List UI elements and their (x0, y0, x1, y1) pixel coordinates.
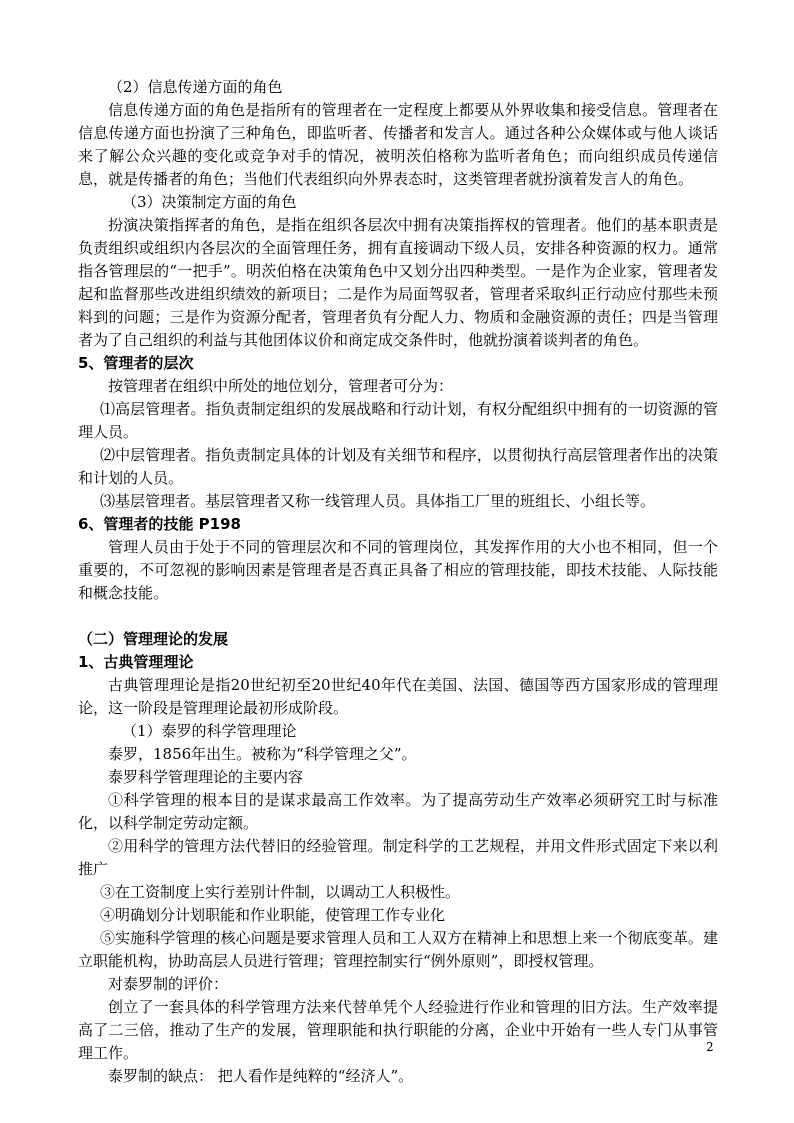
section-heading: 5、管理者的层次 (78, 354, 194, 372)
paragraph: （2）信息传递方面的角色 (108, 78, 283, 96)
paragraph: ③在工资制度上实行差别计件制，以调动工人积极性。 (100, 883, 461, 901)
paragraph: 泰罗制的缺点： 把人看作是纯粹的“经济人”。 (108, 1067, 414, 1085)
paragraph: （1）泰罗的科学管理理论 (122, 722, 297, 740)
section-heading: 6、管理者的技能 P198 (78, 515, 241, 533)
paragraph: 按管理者在组织中所处的地位划分，管理者可分为： (108, 377, 454, 395)
paragraph: ⑶基层管理者。基层管理者又称一线管理人员。具体指工厂里的班组长、小组长等。 (100, 492, 656, 510)
paragraph: ②用科学的管理方法代替旧的经验管理。制定科学的工艺规程，并用文件形式固定下来以利推广 (78, 837, 718, 878)
section-heading: 1、古典管理理论 (78, 653, 194, 671)
paragraph: 管理人员由于处于不同的管理层次和不同的管理岗位，其发挥作用的大小也不相同，但一个重要的，不可忽视的影响因素是管理者是否真正具备了相应的管理技能，即技术技能、人际技能和概念技能。 (78, 538, 718, 602)
section-heading: （二）管理理论的发展 (78, 630, 229, 648)
paragraph: 创立了一套具体的科学管理方法来代替单凭个人经验进行作业和管理的旧方法。生产效率提高了二三倍，推动了生产的发展，管理职能和执行职能的分离，企业中开始有一些人专门从事管理工作。 (78, 998, 718, 1062)
paragraph: 对泰罗制的评价： (108, 975, 229, 993)
paragraph: ①科学管理的根本目的是谋求最高工作效率。为了提高劳动生产效率必须研究工时与标准化，以科学制定劳动定额。 (78, 791, 718, 832)
paragraph: 扮演决策指挥者的角色，是指在组织各层次中拥有决策指挥权的管理者。他们的基本职责是负责组织或组织内各层次的全面管理任务，拥有直接调动下级人员，安排各种资源的权力。通常指各管理层的“一把手”。明茨伯格在决策角色中又划分出四种类型。一是作为企业家，管理者发起和监督那些改进组织绩效的新项目；二是作为局面驾驭者，管理者采取纠正行动应付那些未预料到的问题；三是作为资源分配者，管理者负有分配人力、物质和金融资源的责任；四是当管理者为了自己组织的利益与其他团体议价和商定成交条件时，他就扮演着谈判者的角色。 (78, 216, 718, 349)
paragraph: ④明确划分计划职能和作业职能，使管理工作专业化 (100, 906, 446, 924)
paragraph: ⑵中层管理者。指负责制定具体的计划及有关细节和程序，以贯彻执行高层管理者作出的决策和计划的人员。 (78, 446, 718, 487)
paragraph: 信息传递方面的角色是指所有的管理者在一定程度上都要从外界收集和接受信息。管理者在信息传递方面也扮演了三种角色，即监听者、传播者和发言人。通过各种公众媒体或与他人谈话来了解公众兴趣的变化或竞争对手的情况，被明茨伯格称为监听者角色；而向组织成员传递信息，就是传播者的角色；当他们代表组织向外界表态时，这类管理者就扮演着发言人的角色。 (78, 101, 718, 188)
paragraph: 泰罗，1856年出生。被称为“科学管理之父”。 (108, 745, 417, 763)
document-body (78, 76, 718, 1088)
paragraph: 泰罗科学管理理论的主要内容 (108, 768, 304, 786)
paragraph: 古典管理理论是指20世纪初至20世纪40年代在美国、法国、德国等西方国家形成的管理理论，这一阶段是管理理论最初形成阶段。 (78, 676, 718, 717)
paragraph (78, 605, 718, 628)
paragraph: ⑤实施科学管理的核心问题是要求管理人员和工人双方在精神上和思想上来一个彻底变革。建立职能机构，协助高层人员进行管理；管理控制实行“例外原则”，即授权管理。 (78, 929, 718, 970)
page-number: 2 (706, 1040, 714, 1054)
paragraph: （3）决策制定方面的角色 (122, 193, 297, 211)
paragraph: ⑴高层管理者。指负责制定组织的发展战略和行动计划，有权分配组织中拥有的一切资源的管理人员。 (78, 400, 718, 441)
